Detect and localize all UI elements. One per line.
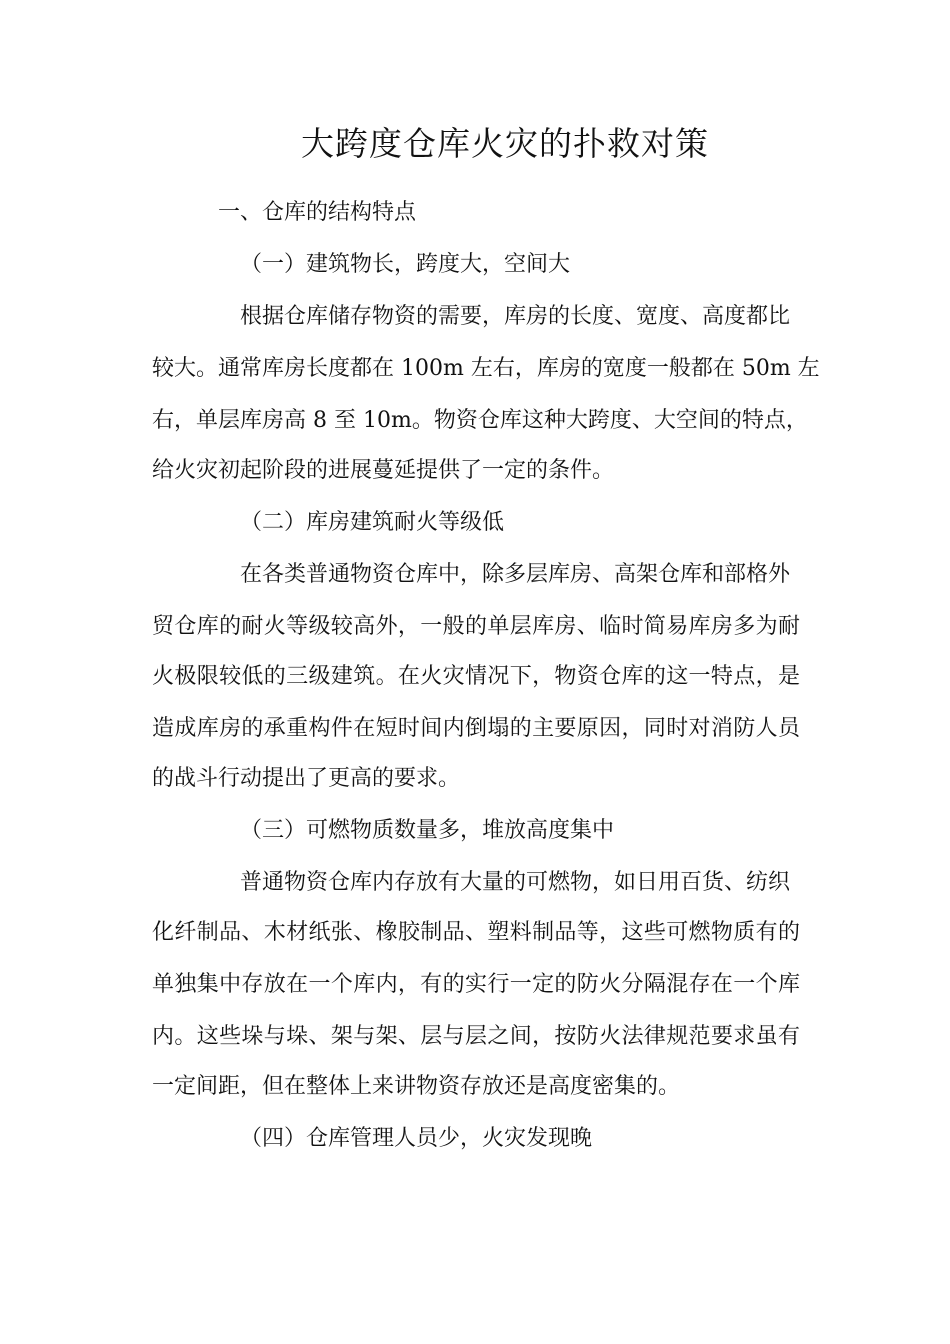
paragraph-3-line: 一定间距，但在整体上来讲物资存放还是高度密集的。 <box>152 1074 681 1099</box>
paragraph-2-line: 在各类普通物资仓库中，除多层库房、高架仓库和部格外 <box>240 562 791 587</box>
paragraph-2-line: 贸仓库的耐火等级较高外，一般的单层库房、临时简易库房多为耐 <box>152 614 800 639</box>
paragraph-2-line: 火极限较低的三级建筑。在火灾情况下，物资仓库的这一特点，是 <box>152 664 800 689</box>
paragraph-1-line: 给火灾初起阶段的进展蔓延提供了一定的条件。 <box>152 458 615 483</box>
paragraph-2-line: 造成库房的承重构件在短时间内倒塌的主要原因，同时对消防人员 <box>152 716 800 741</box>
paragraph-2-line: 的战斗行动提出了更高的要求。 <box>152 766 461 791</box>
paragraph-1-line: 较大。通常库房长度都在 100m 左右，库房的宽度一般都在 50m 左 <box>152 356 820 381</box>
paragraph-3-line: 化纤制品、木材纸张、橡胶制品、塑料制品等，这些可燃物质有的 <box>152 920 800 945</box>
section-heading-structure: 一、仓库的结构特点 <box>218 200 417 225</box>
paragraph-3-line: 普通物资仓库内存放有大量的可燃物，如日用百货、纺织 <box>240 870 791 895</box>
paragraph-1-line: 根据仓库储存物资的需要，库房的长度、宽度、高度都比 <box>240 304 791 329</box>
paragraph-1-line: 右，单层库房高 8 至 10m。物资仓库这种大跨度、大空间的特点， <box>152 408 808 433</box>
paragraph-3-line: 单独集中存放在一个库内，有的实行一定的防火分隔混存在一个库 <box>152 972 800 997</box>
subsection-heading-4: （四）仓库管理人员少，火灾发现晚 <box>240 1126 593 1151</box>
subsection-heading-3: （三）可燃物质数量多，堆放高度集中 <box>240 818 615 843</box>
subsection-heading-2: （二）库房建筑耐火等级低 <box>240 510 505 535</box>
document-title: 大跨度仓库火灾的扑救对策 <box>301 124 709 163</box>
subsection-heading-1: （一）建筑物长，跨度大，空间大 <box>240 252 571 277</box>
paragraph-3-line: 内。这些垛与垛、架与架、层与层之间，按防火法律规范要求虽有 <box>152 1024 800 1049</box>
